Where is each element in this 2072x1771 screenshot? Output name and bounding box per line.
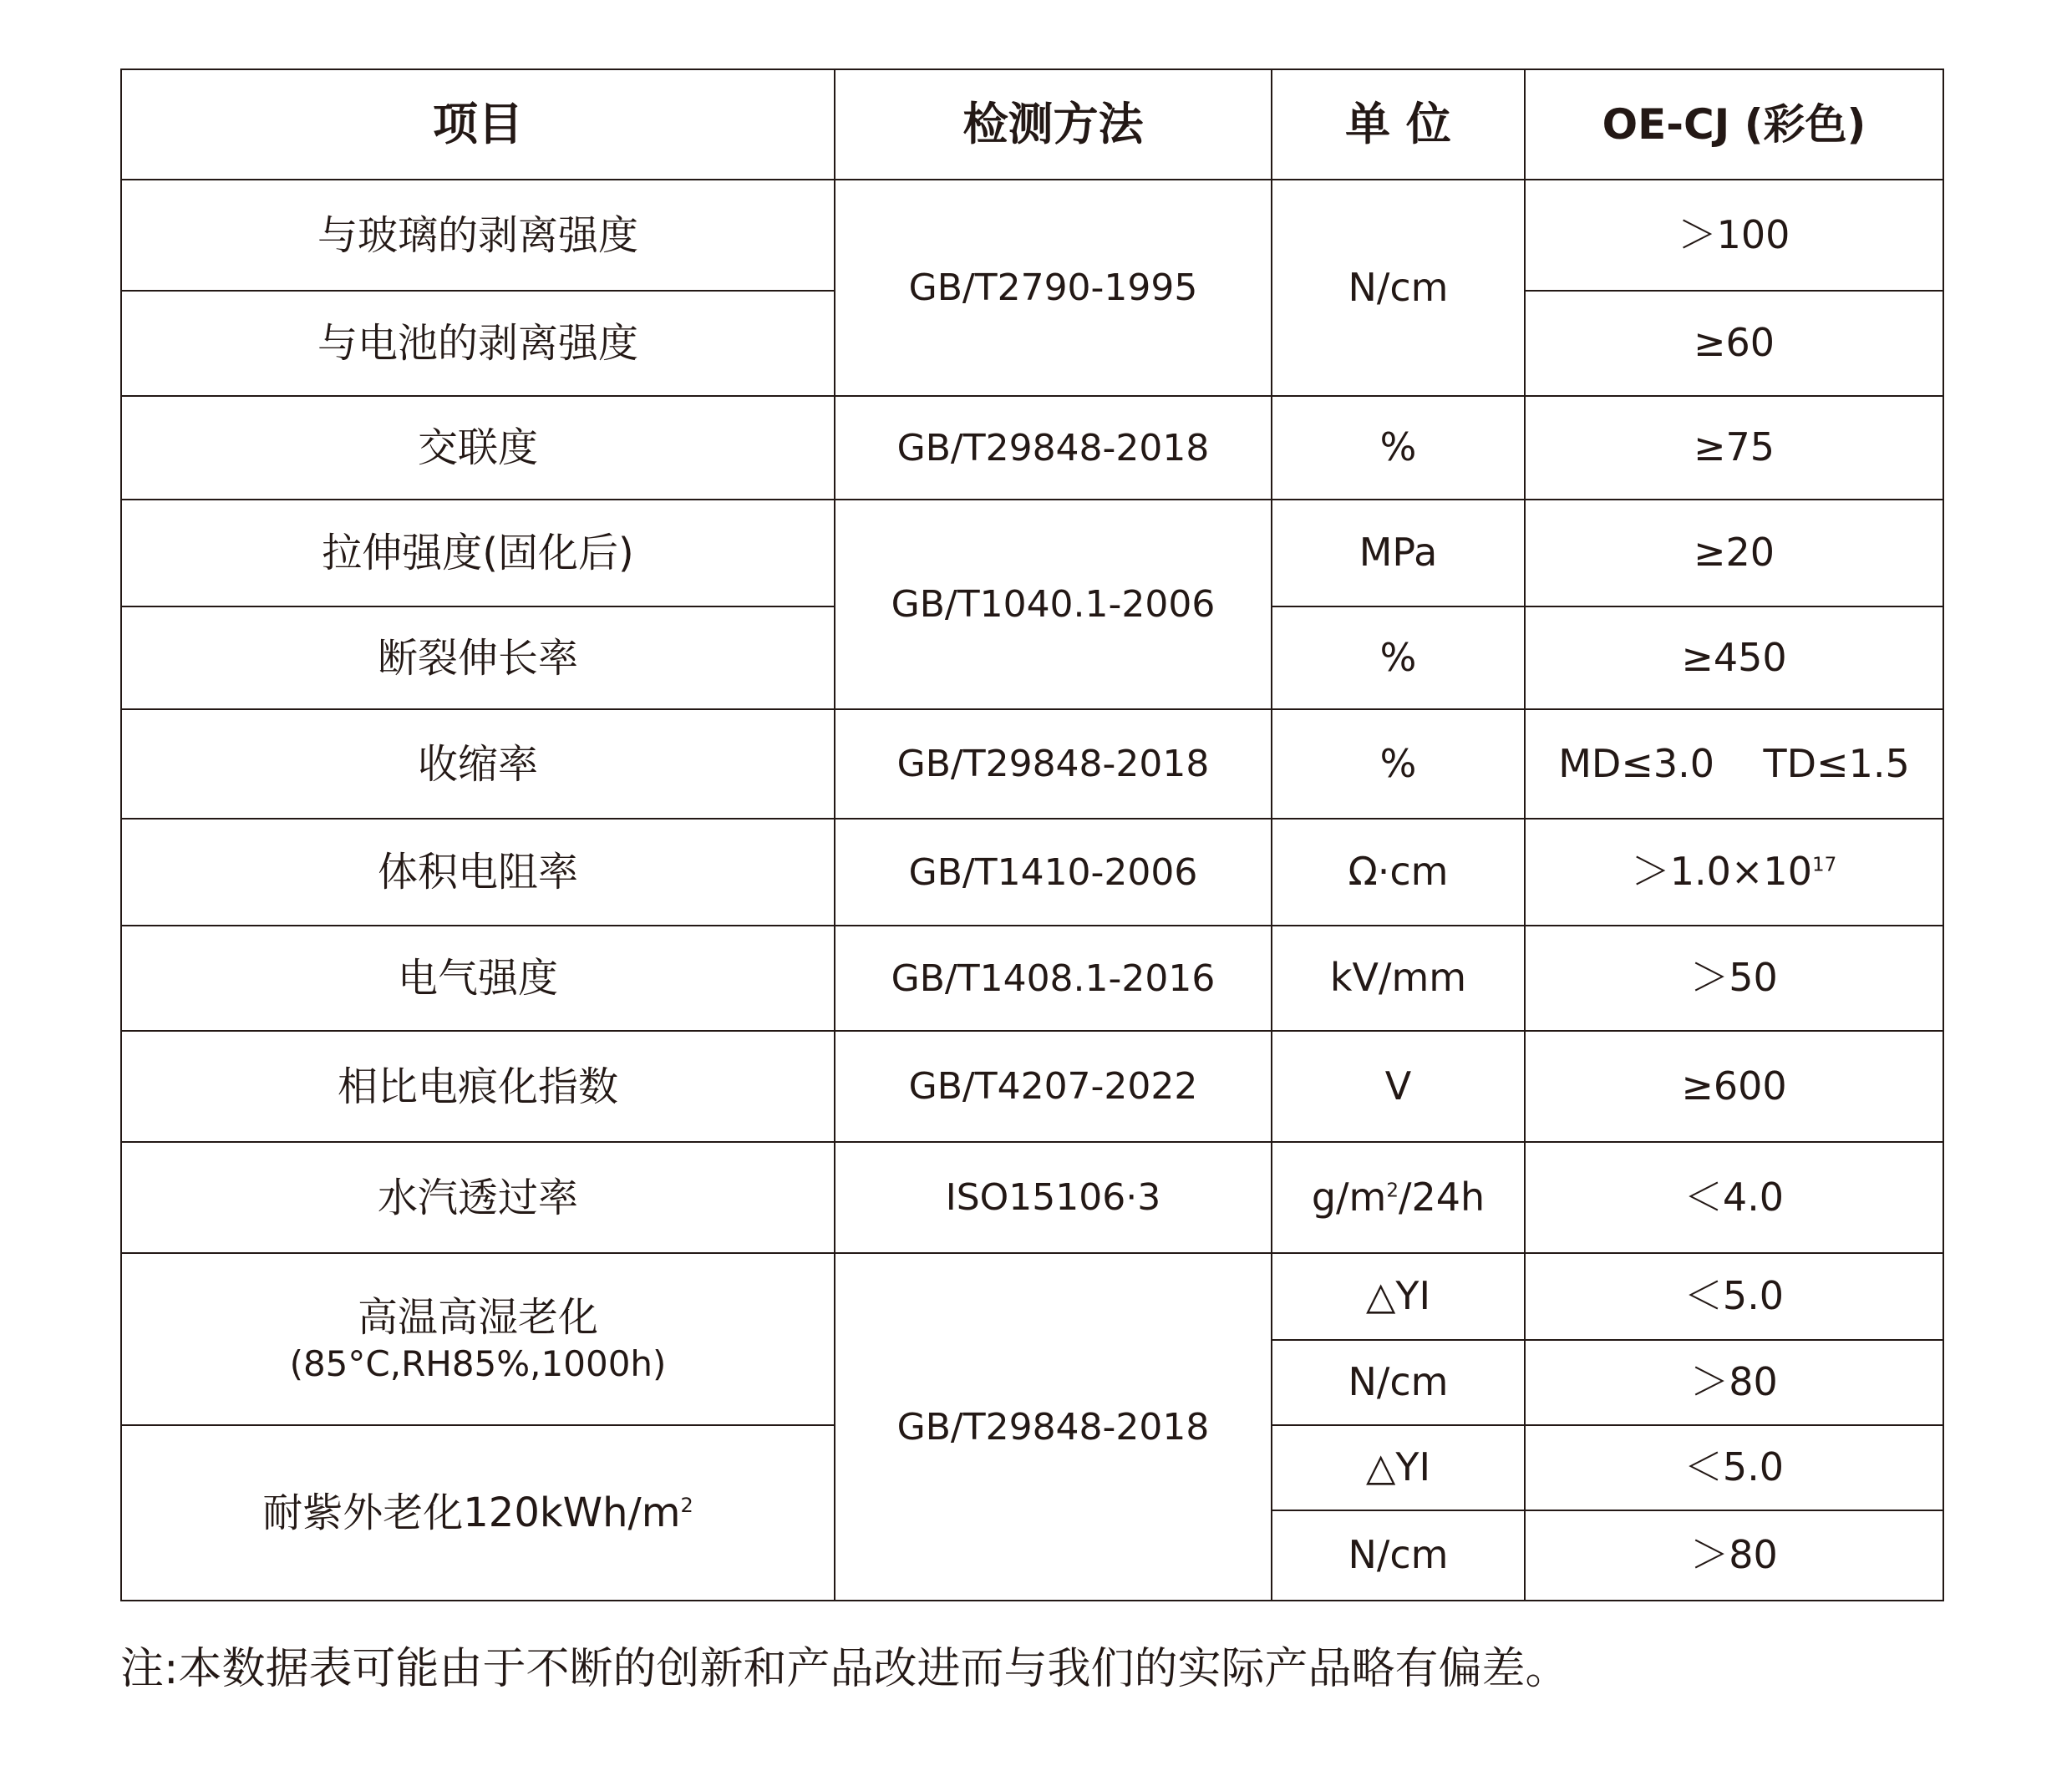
table-row [121, 926, 1943, 1031]
table-row [121, 1031, 1943, 1142]
header-value: OE-CJ (彩色) [1525, 69, 1943, 180]
header-item: 项目 [121, 69, 835, 180]
table-row [121, 819, 1943, 926]
value-crosslink: ≥75 [1525, 396, 1943, 500]
method-aging: GB/T29848-2018 [835, 1253, 1272, 1601]
table-row [121, 709, 1943, 819]
unit-shrinkage: % [1272, 709, 1525, 819]
method-peel: GB/T2790-1995 [835, 180, 1272, 396]
method-wvtr: ISO15106·3 [835, 1142, 1272, 1253]
value-shrinkage: MD≤3.0 TD≤1.5 [1525, 709, 1943, 819]
item-crosslink: 交联度 [121, 396, 835, 500]
item-dielectric: 电气强度 [121, 926, 835, 1031]
unit-crosslink: % [1272, 396, 1525, 500]
table-row [121, 396, 1943, 500]
unit-wvtr: $g/m^2/24h$ [1272, 1142, 1525, 1253]
unit-cti: V [1272, 1031, 1525, 1142]
footnote: 注:本数据表可能由于不断的创新和产品改进而与我们的实际产品略有偏差。 [120, 1644, 1569, 1694]
method-cti: GB/T4207-2022 [835, 1031, 1272, 1142]
item-peel-glass: 与玻璃的剥离强度 [121, 180, 835, 291]
value-uv-peel: ＞80 [1525, 1510, 1943, 1601]
unit-resistivity: Ω·cm [1272, 819, 1525, 926]
method-tensile: GB/T1040.1-2006 [835, 500, 1272, 709]
table-row [121, 500, 1943, 606]
item-peel-cell: 与电池的剥离强度 [121, 291, 835, 396]
item-uv: 耐紫外老化$120kWh/m^2$ [121, 1425, 835, 1601]
header-method: 检测方法 [835, 69, 1272, 180]
value-peel-cell: ≥60 [1525, 291, 1943, 396]
unit-uv-yi: △YI [1272, 1425, 1525, 1510]
method-crosslink: GB/T29848-2018 [835, 396, 1272, 500]
table-row [121, 1253, 1943, 1340]
unit-elongation: % [1272, 606, 1525, 709]
value-cti: ≥600 [1525, 1031, 1943, 1142]
item-damp-heat-condition: (85°C,RH85%,1000h) [289, 1342, 667, 1384]
unit-tensile: MPa [1272, 500, 1525, 606]
method-resistivity: GB/T1410-2006 [835, 819, 1272, 926]
item-resistivity: 体积电阻率 [121, 819, 835, 926]
item-shrinkage: 收缩率 [121, 709, 835, 819]
unit-uv-peel: N/cm [1272, 1510, 1525, 1601]
table-row [121, 1142, 1943, 1253]
table-row [121, 180, 1943, 291]
value-wvtr: ＜4.0 [1525, 1142, 1943, 1253]
header-unit: 单 位 [1272, 69, 1525, 180]
item-tensile: 拉伸强度(固化后) [121, 500, 835, 606]
unit-damp-heat-yi: △YI [1272, 1253, 1525, 1340]
spec-table [120, 69, 1944, 1601]
method-dielectric: GB/T1408.1-2016 [835, 926, 1272, 1031]
value-resistivity: $>1.0\times 10^{17}$ [1525, 819, 1943, 926]
value-damp-heat-yi: ＜5.0 [1525, 1253, 1943, 1340]
unit-damp-heat-peel: N/cm [1272, 1340, 1525, 1425]
value-dielectric: ＞50 [1525, 926, 1943, 1031]
method-shrinkage: GB/T29848-2018 [835, 709, 1272, 819]
value-uv-yi: ＜5.0 [1525, 1425, 1943, 1510]
value-peel-glass: ＞100 [1525, 180, 1943, 291]
item-cti: 相比电痕化指数 [121, 1031, 835, 1142]
item-elongation: 断裂伸长率 [121, 606, 835, 709]
item-wvtr: 水汽透过率 [121, 1142, 835, 1253]
unit-dielectric: kV/mm [1272, 926, 1525, 1031]
item-damp-heat: 高温高湿老化 (85°C,RH85%,1000h) [121, 1253, 835, 1425]
value-elongation: ≥450 [1525, 606, 1943, 709]
value-damp-heat-peel: ＞80 [1525, 1340, 1943, 1425]
header-row [121, 69, 1943, 180]
unit-peel: N/cm [1272, 180, 1525, 396]
value-tensile: ≥20 [1525, 500, 1943, 606]
